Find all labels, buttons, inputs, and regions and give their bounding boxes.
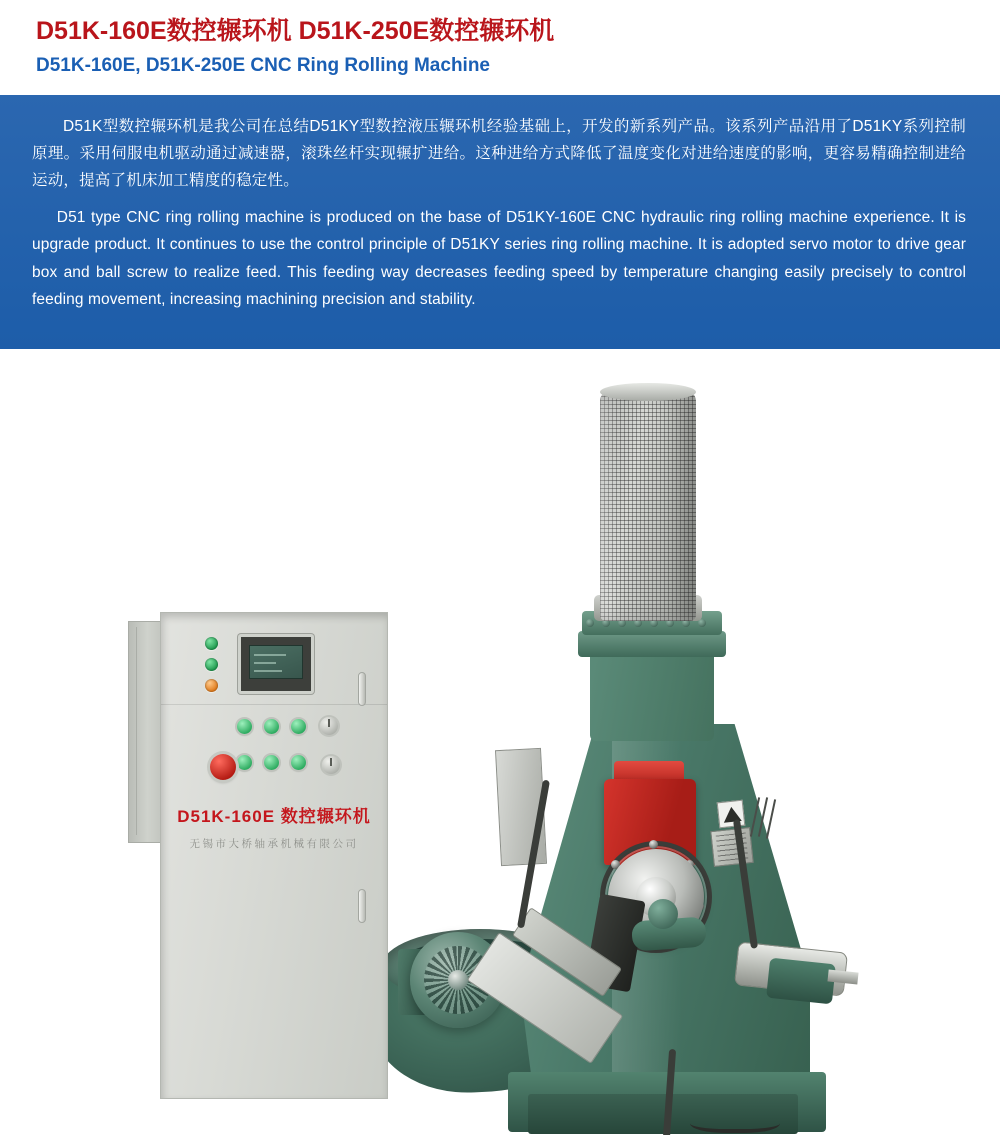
- description-paragraph-en: D51 type CNC ring rolling machine is produced on the base of D51KY-160E CNC hydraulic ring rolling machine experience. It is upgrade product. It continues to use the control principle of D51KY series ring rolling machine. It is adopted servo motor to drive gear box and ball screw to realize feed. This feeding way decreases feeding speed by temperature changing easily precisely to control feeding movement, increasing machining precision and stability.: [32, 209, 966, 308]
- side-gearbox-green: [766, 958, 836, 1005]
- indicator-led-run: [205, 658, 218, 671]
- wire-3: [766, 799, 776, 839]
- product-photo: [0, 349, 1000, 1135]
- cabinet-panel-seam: [161, 704, 387, 705]
- hmi-touch-panel[interactable]: [238, 634, 314, 694]
- push-button-3[interactable]: [291, 719, 306, 734]
- gearbox-neck: [590, 649, 714, 741]
- cabinet-side-crease: [136, 627, 137, 835]
- push-button-1[interactable]: [237, 719, 252, 734]
- cabinet-door-handle-upper[interactable]: [358, 672, 366, 706]
- indicator-led-power: [205, 637, 218, 650]
- hmi-screen[interactable]: [249, 645, 303, 679]
- warning-triangle-icon: [717, 800, 746, 829]
- selector-knob-1[interactable]: [320, 717, 338, 735]
- page-title-en: D51K-160E, D51K-250E CNC Ring Rolling Machine: [36, 55, 490, 77]
- push-button-6[interactable]: [291, 755, 306, 770]
- page-title-cn: D51K-160E数控辗环机 D51K-250E数控辗环机: [36, 17, 555, 45]
- description-band: [0, 95, 1000, 349]
- cabinet-door-handle-lower[interactable]: [358, 889, 366, 923]
- cabinet-side-panel: [128, 621, 161, 843]
- push-button-2[interactable]: [264, 719, 279, 734]
- emergency-stop-button[interactable]: [210, 754, 236, 780]
- perforated-guard-cap: [600, 383, 696, 401]
- push-button-4[interactable]: [237, 755, 252, 770]
- floor-cable: [690, 1109, 780, 1133]
- page-title: [0, 0, 1000, 89]
- machine-nameplate: [710, 827, 754, 867]
- cabinet-company-label: 无锡市大桥轴承机械有限公司: [189, 837, 359, 850]
- cabinet-model-label: D51K-160E 数控辗环机: [177, 806, 371, 826]
- push-button-5[interactable]: [264, 755, 279, 770]
- feed-adjust-knob: [648, 899, 678, 929]
- indicator-led-alarm: [205, 679, 218, 692]
- description-paragraph-cn: D51K型数控辗环机是我公司在总结D51KY型数控液压辗环机经验基础上，开发的新系列产品。该系列产品沿用了D51KY系列控制原理。采用伺服电机驱动通过减速器，滚珠丝杆实现辗扩进给。这种进给方式降低了温度变化对进给速度的影响，更容易精确控制进给运动，提高了机床加工精度的稳定性。: [32, 117, 966, 190]
- perforated-guard-cylinder: [600, 391, 696, 621]
- selector-knob-2[interactable]: [322, 756, 340, 774]
- blower-fan-hub: [448, 970, 468, 990]
